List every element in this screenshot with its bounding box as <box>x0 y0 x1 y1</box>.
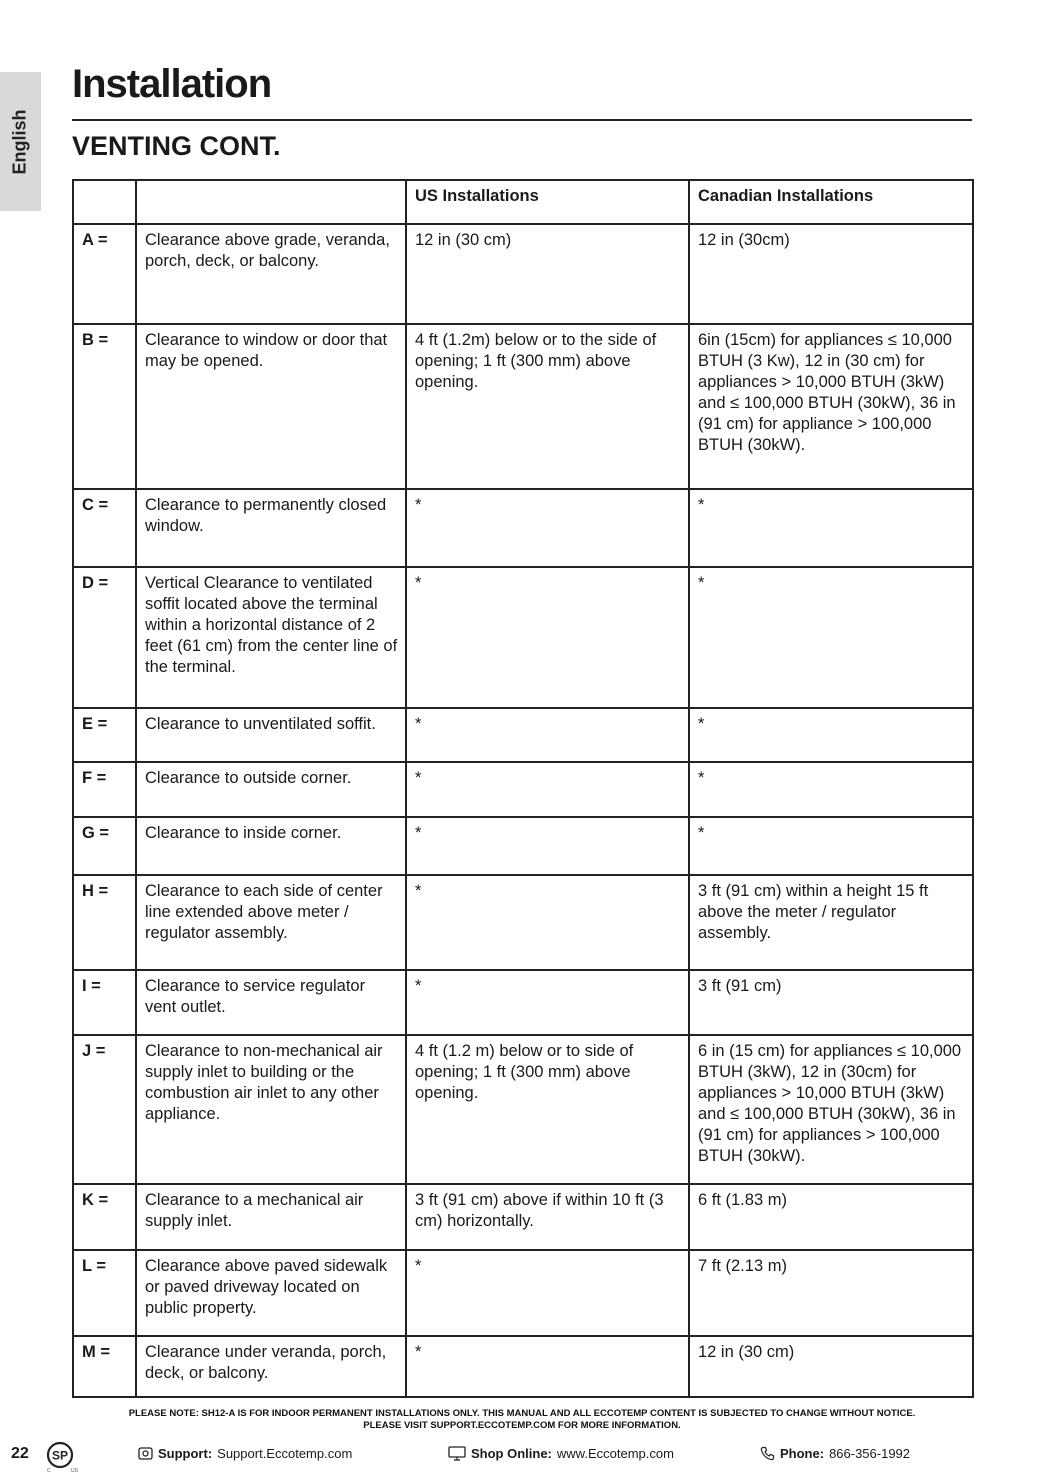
row-canada-value: * <box>689 489 973 567</box>
row-key: E = <box>73 708 136 762</box>
footer-support[interactable] <box>138 1446 352 1461</box>
csa-logo-c: C <box>47 1468 51 1474</box>
row-description: Clearance to permanently closed window. <box>136 489 406 567</box>
language-tab-label: English <box>9 109 30 175</box>
row-us-value: * <box>406 970 689 1035</box>
row-us-value: * <box>406 762 689 817</box>
table-row <box>73 224 973 324</box>
clearance-table <box>72 179 974 1398</box>
language-tab <box>0 72 41 211</box>
row-us-value: * <box>406 567 689 708</box>
shop-link[interactable]: www.Eccotemp.com <box>556 1446 674 1461</box>
monitor-icon <box>448 1446 466 1461</box>
row-canada-value: 3 ft (91 cm) within a height 15 ft above the meter / regulator assembly. <box>689 875 973 970</box>
row-key: A = <box>73 224 136 324</box>
row-us-value: 4 ft (1.2 m) below or to side of opening; 1 ft (300 mm) above opening. <box>406 1035 689 1184</box>
table-row <box>73 708 973 762</box>
csa-certification-logo <box>44 1438 80 1474</box>
row-key: K = <box>73 1184 136 1250</box>
row-canada-value: * <box>689 762 973 817</box>
row-key: F = <box>73 762 136 817</box>
table-row <box>73 970 973 1035</box>
table-row <box>73 1336 973 1397</box>
row-canada-value: 12 in (30cm) <box>689 224 973 324</box>
row-description: Clearance to window or door that may be opened. <box>136 324 406 489</box>
footnote-line-1: PLEASE NOTE: SH12-A IS FOR INDOOR PERMANENT INSTALLATIONS ONLY. THIS MANUAL AND ALL ECCOTEMP CONTENT IS SUBJECTED TO CHANGE WITHOUT NOTICE. <box>128 1408 916 1419</box>
phone-number[interactable]: 866-356-1992 <box>829 1446 911 1461</box>
table-row <box>73 1250 973 1336</box>
header-cell-us: US Installations <box>406 180 689 224</box>
table-row <box>73 817 973 875</box>
row-us-value: * <box>406 817 689 875</box>
csa-logo-us: US <box>71 1468 78 1474</box>
table-row <box>73 1184 973 1250</box>
row-key: D = <box>73 567 136 708</box>
row-description: Clearance above paved sidewalk or paved driveway located on public property. <box>136 1250 406 1336</box>
row-us-value: * <box>406 1336 689 1397</box>
footer-phone[interactable] <box>760 1446 910 1461</box>
row-us-value: 3 ft (91 cm) above if within 10 ft (3 cm) horizontally. <box>406 1184 689 1250</box>
page-number: 22 <box>11 1445 29 1462</box>
table-row <box>73 1035 973 1184</box>
row-key: B = <box>73 324 136 489</box>
row-description: Clearance to service regulator vent outlet. <box>136 970 406 1035</box>
row-us-value: * <box>406 489 689 567</box>
row-us-value: 4 ft (1.2m) below or to the side of opening; 1 ft (300 mm) above opening. <box>406 324 689 489</box>
title-divider <box>72 119 972 121</box>
table-row <box>73 567 973 708</box>
row-description: Clearance to non-mechanical air supply inlet to building or the combustion air inlet to any other appliance. <box>136 1035 406 1184</box>
row-canada-value: 3 ft (91 cm) <box>689 970 973 1035</box>
row-canada-value: 6in (15cm) for appliances ≤ 10,000 BTUH (3 Kw), 12 in (30 cm) for appliances > 10,000 BTUH (3kW) and ≤ 100,000 BTUH (30kW), 36 in (91 cm) for appliance > 100,000 BTUH (30kW). <box>689 324 973 489</box>
table-row <box>73 489 973 567</box>
support-icon <box>138 1446 153 1461</box>
row-us-value: * <box>406 708 689 762</box>
page-title: Installation <box>72 62 272 106</box>
table-header-row <box>73 180 973 224</box>
row-key: G = <box>73 817 136 875</box>
row-description: Clearance to outside corner. <box>136 762 406 817</box>
footnote-line-2: PLEASE VISIT SUPPORT.ECCOTEMP.COM FOR MORE INFORMATION. <box>363 1420 681 1431</box>
row-canada-value: 12 in (30 cm) <box>689 1336 973 1397</box>
shop-label: Shop Online: <box>471 1446 552 1461</box>
row-canada-value: * <box>689 708 973 762</box>
support-link[interactable]: Support.Eccotemp.com <box>217 1446 353 1461</box>
row-description: Clearance above grade, veranda, porch, deck, or balcony. <box>136 224 406 324</box>
csa-logo-text: SP <box>51 1448 69 1463</box>
support-label: Support: <box>158 1446 213 1461</box>
row-key: L = <box>73 1250 136 1336</box>
row-us-value: * <box>406 875 689 970</box>
footnote <box>72 1408 972 1432</box>
phone-label: Phone: <box>780 1446 825 1461</box>
row-key: I = <box>73 970 136 1035</box>
row-us-value: * <box>406 1250 689 1336</box>
row-key: J = <box>73 1035 136 1184</box>
row-description: Clearance to inside corner. <box>136 817 406 875</box>
row-us-value: 12 in (30 cm) <box>406 224 689 324</box>
header-cell-desc <box>136 180 406 224</box>
header-cell-canada: Canadian Installations <box>689 180 973 224</box>
row-canada-value: 6 ft (1.83 m) <box>689 1184 973 1250</box>
row-key: C = <box>73 489 136 567</box>
row-canada-value: * <box>689 567 973 708</box>
row-description: Clearance under veranda, porch, deck, or balcony. <box>136 1336 406 1397</box>
row-key: M = <box>73 1336 136 1397</box>
row-description: Clearance to a mechanical air supply inlet. <box>136 1184 406 1250</box>
row-canada-value: 6 in (15 cm) for appliances ≤ 10,000 BTUH (3kW), 12 in (30cm) for appliances > 10,000 BTUH (3kW) and ≤ 100,000 BTUH (30kW), 36 in (91 cm) for appliances > 100,000 BTUH (30kW). <box>689 1035 973 1184</box>
row-canada-value: 7 ft (2.13 m) <box>689 1250 973 1336</box>
table-row <box>73 875 973 970</box>
phone-icon <box>760 1446 775 1461</box>
section-title: VENTING CONT. <box>72 131 281 161</box>
table-row <box>73 324 973 489</box>
header-cell-key <box>73 180 136 224</box>
row-description: Clearance to each side of center line extended above meter / regulator assembly. <box>136 875 406 970</box>
row-key: H = <box>73 875 136 970</box>
footer-shop[interactable] <box>448 1446 674 1461</box>
row-description: Clearance to unventilated soffit. <box>136 708 406 762</box>
row-description: Vertical Clearance to ventilated soffit located above the terminal within a horizontal distance of 2 feet (61 cm) from the center line of the terminal. <box>136 567 406 708</box>
row-canada-value: * <box>689 817 973 875</box>
table-row <box>73 762 973 817</box>
